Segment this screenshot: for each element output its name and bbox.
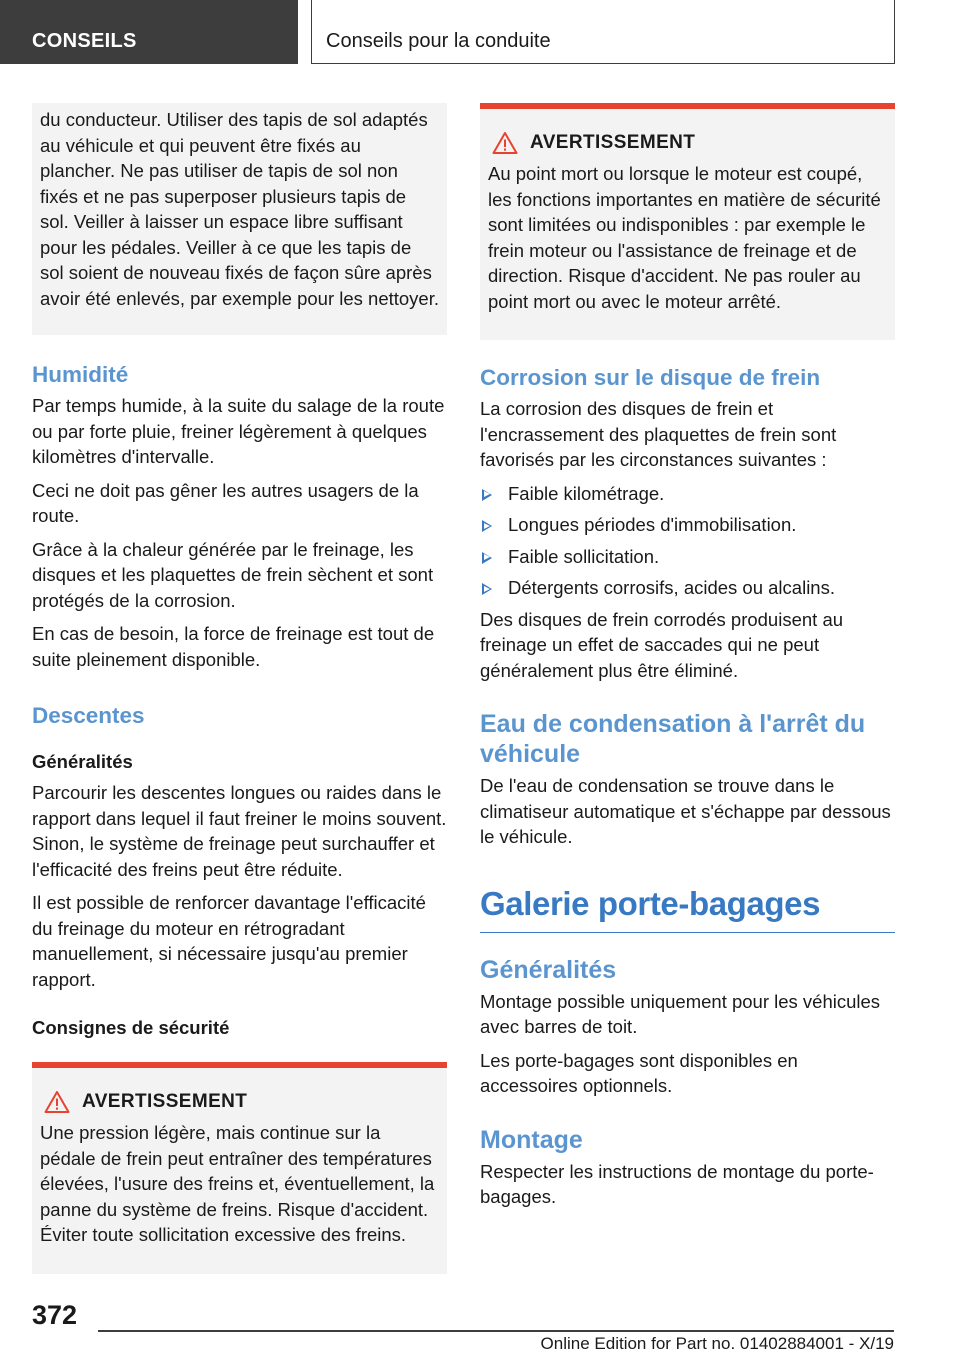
warning-box [32, 1062, 447, 1274]
footer-divider [98, 1330, 894, 1332]
warning-triangle-icon [44, 1090, 70, 1114]
triangle-bullet-icon [482, 520, 492, 532]
list-item: Détergents corrosifs, acides ou alcalins. [480, 575, 895, 601]
list-item: Faible kilométrage. [480, 481, 895, 507]
paragraph: Parcourir les descentes longues ou raides dans le rapport dans lequel il faut freiner le moins souvent. Sinon, le système de freinage peut surchauffer et l'efficacité des freins peut être réduite. [32, 782, 447, 880]
heading-humidite: Humidité [32, 362, 129, 387]
warning-triangle-icon [492, 131, 518, 155]
paragraph: Grâce à la chaleur générée par le freinage, les disques et les plaquettes de frein sèchent et sont protégés de la corrosion. [32, 538, 434, 611]
paragraph: Montage possible uniquement pour les véhicules avec barres de toit. [480, 990, 881, 1037]
paragraph: Il est possible de renforcer davantage l'efficacité du freinage du moteur en rétrogradant manuellement, si nécessaire jusqu'au premier rapport. [32, 892, 426, 990]
triangle-bullet-icon [482, 489, 492, 501]
warning-text: Une pression légère, mais continue sur la pédale de frein peut entraîner des températures élevées, l'usure des freins et, éventuellement, la panne du système de freins. Risque d'accident. Éviter toute sollicitation excessive des freins. [40, 1122, 435, 1245]
subheading-generalites: Généralités [32, 751, 133, 772]
paragraph: La corrosion des disques de frein et l'encrassement des plaquettes de frein sont favorisés par les circonstances suivantes : [480, 398, 837, 470]
right-column [480, 103, 895, 1218]
heading-galerie-generalites: Généralités [480, 955, 617, 984]
footer-edition: Online Edition for Part no. 01402884001 - X/19 [540, 1334, 894, 1353]
page-number: 372 [32, 1300, 78, 1330]
paragraph: Les porte-bagages sont disponibles en accessoires optionnels. [480, 1049, 798, 1096]
paragraph: Des disques de frein corrodés produisent au freinage un effet de saccades qui ne peut généralement plus être éliminé. [480, 608, 844, 681]
bullet-list [480, 481, 895, 601]
intro-box [32, 103, 447, 335]
triangle-bullet-icon [482, 552, 492, 564]
warning-header [492, 131, 887, 155]
warning-text: Au point mort ou lorsque le moteur est coupé, les fonctions importantes en matière de sécurité sont limitées ou indisponibles : par exemple le frein moteur ou l'assistance de freinage et de direction. Risque d'accident. Ne pas rouler au point mort ou avec le moteur arrêté. [488, 163, 881, 312]
paragraph: Respecter les instructions de montage du porte-bagages. [480, 1160, 874, 1207]
list-item: Longues périodes d'immobilisation. [480, 512, 895, 538]
paragraph: Ceci ne doit pas gêner les autres usagers de la route. [32, 479, 419, 526]
left-column [32, 103, 447, 1274]
page-header-title: Conseils pour la conduite [311, 0, 895, 64]
paragraph: Par temps humide, à la suite du salage de la route ou par forte pluie, freiner légèrement à quelques kilomètres d'intervalle. [32, 395, 445, 467]
warning-box [480, 103, 895, 340]
intro-box-text: du conducteur. Utiliser des tapis de sol adaptés au véhicule et qui peuvent être fixés au plancher. Ne pas utiliser de tapis de sol non fixés et ne pas superposer plusieurs tapis de sol. Veiller à laisser un espace libre suffisant pour les pédales. Veiller à ce que les tapis de sol soient de nouveau fixés de façon sûre après avoir été enlevés, par exemple pour les nettoyer. [40, 109, 440, 309]
warning-header [44, 1090, 439, 1114]
warning-label: AVERTISSEMENT [82, 1091, 248, 1112]
subheading-consignes: Consignes de sécurité [32, 1017, 230, 1038]
paragraph: En cas de besoin, la force de freinage est tout de suite pleinement disponible. [32, 623, 435, 670]
paragraph: De l'eau de condensation se trouve dans le climatiseur automatique et s'échappe par dessous le véhicule. [480, 775, 891, 847]
heading-galerie: Galerie porte-bagages [480, 884, 895, 933]
triangle-bullet-icon [482, 583, 492, 595]
warning-label: AVERTISSEMENT [530, 132, 696, 153]
heading-condensation: Eau de condensation à l'arrêt du véhicule [480, 710, 866, 768]
section-tab: CONSEILS [0, 0, 298, 64]
list-item: Faible sollicitation. [480, 544, 895, 570]
heading-descentes: Descentes [32, 703, 145, 728]
heading-montage: Montage [480, 1125, 583, 1154]
heading-corrosion: Corrosion sur le disque de frein [480, 365, 821, 390]
